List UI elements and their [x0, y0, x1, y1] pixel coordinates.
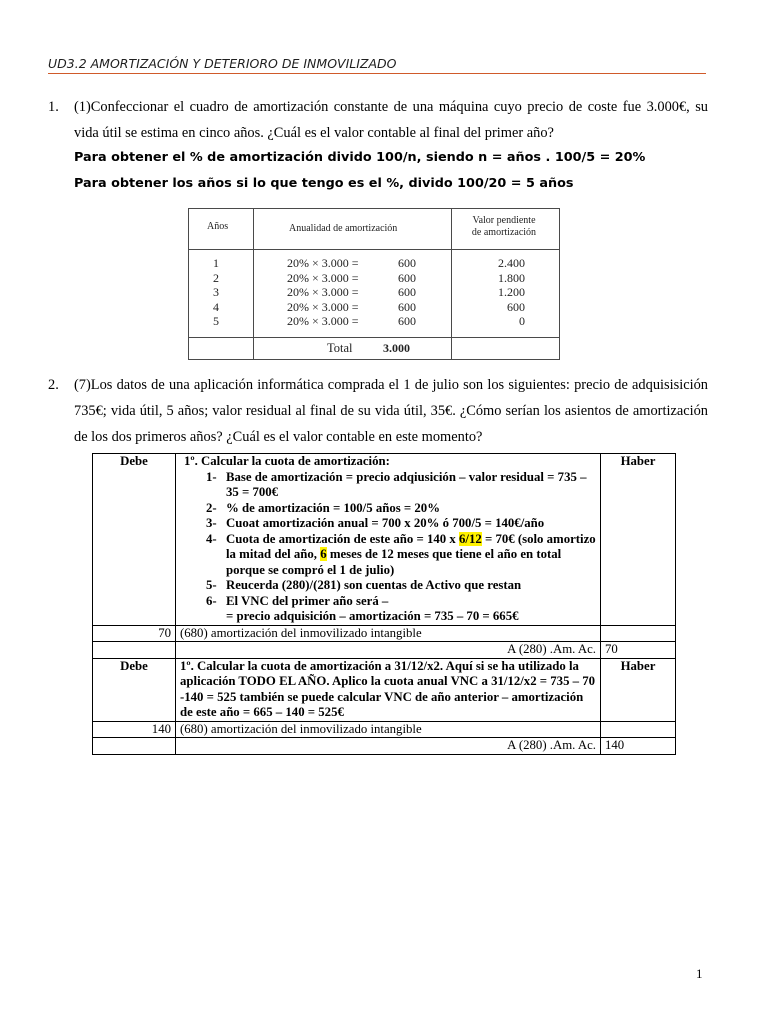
- empty-cell: [601, 625, 676, 642]
- schedule-row: [189, 300, 559, 315]
- schedule-header-pending: [459, 215, 549, 239]
- schedule-year: 2: [213, 270, 219, 285]
- debe-header: Debe: [93, 658, 176, 721]
- journal-entries-table: [92, 453, 676, 755]
- step-number: 5-: [206, 578, 217, 592]
- credit-account: A (280) .Am. Ac.: [176, 642, 601, 659]
- schedule-value: 600: [398, 285, 416, 299]
- question-2-text: (7)Los datos de una aplicación informática comprada el 1 de julio son los siguientes: precio de adquisisición 735€; vida útil, 5 años; valor residual al final de su vida útil, 35€. ¿Cómo serían los asientos de amortización de los dos primeros años? ¿Cuál es el valor contable en este momento?: [74, 377, 708, 445]
- journal-row: [93, 454, 676, 626]
- journal-row: [93, 738, 676, 755]
- page-number: 1: [696, 966, 703, 981]
- journal-row: [93, 642, 676, 659]
- step-text: % de amortización = 100/5 años = 20%: [226, 500, 440, 515]
- step-text: El VNC del primer año será –: [226, 593, 389, 608]
- block1-result: = precio adquisición – amortización = 735 – 70 = 665€: [226, 609, 519, 623]
- schedule-total-divider: [189, 337, 559, 338]
- schedule-year: 4: [213, 299, 219, 314]
- schedule-pending: 0: [519, 314, 525, 328]
- step-text: Cuoat amortización anual = 700 x 20% ó 700/5 = 140€/año: [226, 516, 545, 530]
- step-item: [180, 532, 596, 579]
- schedule-row: [189, 271, 559, 286]
- q1-years-rule: Para obtener los años si lo que tengo es el %, divido 100/20 = 5 años: [74, 176, 574, 191]
- step-number: 4-: [206, 531, 217, 546]
- debit-amount: 140: [93, 721, 176, 738]
- schedule-formula: 20% × 3.000 =: [287, 285, 359, 299]
- journal-row: [93, 625, 676, 642]
- q1-percentage-rule: Para obtener el % de amortización divido 100/n, siendo n = años . 100/5 = 20%: [74, 150, 646, 165]
- step-item: [180, 516, 596, 532]
- schedule-pending: 1.200: [498, 285, 525, 299]
- empty-cell: [601, 721, 676, 738]
- schedule-header-annuity: Anualidad de amortización: [289, 223, 398, 234]
- question-2-number: 2.: [48, 377, 59, 393]
- step-number: 3-: [206, 516, 217, 530]
- schedule-row: [189, 285, 559, 300]
- question-1-number: 1.: [48, 99, 59, 115]
- question-2: [48, 372, 708, 450]
- step-item: [180, 501, 596, 517]
- credit-amount: 70: [601, 642, 676, 659]
- debit-account: (680) amortización del inmovilizado intangible: [176, 721, 601, 738]
- step-text: Cuota de amortización de este año = 140 x: [226, 531, 459, 546]
- step-text: meses de 12 meses que tiene el año en total porque se compró el 1 de julio): [226, 547, 562, 577]
- step-item: [180, 594, 596, 610]
- credit-account: A (280) .Am. Ac.: [176, 738, 601, 755]
- schedule-formula: 20% × 3.000 =: [287, 270, 359, 285]
- block1-steps: [180, 470, 596, 610]
- empty-cell: [93, 738, 176, 755]
- schedule-formula: 20% × 3.000 =: [287, 314, 359, 328]
- haber-header: Haber: [601, 454, 676, 626]
- schedule-pending: 600: [507, 299, 525, 314]
- schedule-total-value: 3.000: [383, 341, 410, 355]
- schedule-value: 600: [398, 256, 416, 270]
- page-header: UD3.2 AMORTIZACIÓN Y DETERIORO DE INMOVILIZADO: [48, 56, 706, 74]
- highlighted-months: 6: [320, 547, 327, 561]
- schedule-pending: 2.400: [498, 256, 525, 270]
- step-number: 1-: [206, 469, 217, 484]
- highlighted-fraction: 6/12: [459, 531, 482, 546]
- schedule-year: 5: [213, 314, 219, 328]
- question-1-text: (1)Confeccionar el cuadro de amortización constante de una máquina cuyo precio de coste fue 3.000€, su vida útil se estima en cinco años. ¿Cuál es el valor contable al final del primer año?: [74, 99, 708, 141]
- schedule-row: [189, 314, 559, 329]
- debit-amount: 70: [93, 625, 176, 642]
- step-text: = 70€ (solo amortizo la mitad del año,: [226, 531, 596, 561]
- step-number: 6-: [206, 593, 217, 608]
- haber-header: Haber: [601, 658, 676, 721]
- empty-cell: [93, 642, 176, 659]
- block1-title: 1º. Calcular la cuota de amortización:: [184, 454, 390, 468]
- schedule-year: 1: [213, 256, 219, 270]
- depreciation-schedule: [188, 208, 560, 360]
- block1-explanation: [176, 454, 601, 626]
- schedule-formula: 20% × 3.000 =: [287, 256, 359, 270]
- block2-explanation: 1º. Calcular la cuota de amortización a 31/12/x2. Aquí si se ha utilizado la aplicación TODO EL AÑO. Aplico la cuota anual VNC a 31/12/x2 = 735 – 70 -140 = 525 también se puede calcular VNC de año anterior – amortización de este año = 665 – 140 = 525€: [176, 658, 601, 721]
- schedule-rows: [189, 256, 559, 329]
- schedule-header-pending-line2: de amortización: [471, 227, 537, 238]
- step-text: Reucerda (280)/(281) son cuentas de Activo que restan: [226, 578, 522, 592]
- debe-header: Debe: [93, 454, 176, 626]
- schedule-value: 600: [398, 314, 416, 328]
- schedule-value: 600: [398, 270, 416, 285]
- step-text: Base de amortización = precio adqiusición – valor residual = 735 – 35 = 700€: [226, 469, 587, 499]
- journal-row: [93, 658, 676, 721]
- question-1: [48, 94, 708, 146]
- step-item: [180, 470, 596, 501]
- schedule-formula: 20% × 3.000 =: [287, 299, 359, 314]
- step-number: 2-: [206, 500, 217, 515]
- debit-account: (680) amortización del inmovilizado intangible: [176, 625, 601, 642]
- schedule-header-pending-line1: Valor pendiente: [472, 215, 536, 226]
- journal-row: [93, 721, 676, 738]
- schedule-year: 3: [213, 285, 219, 299]
- schedule-header-years: Años: [207, 221, 229, 232]
- schedule-row: [189, 256, 559, 271]
- step-item: [180, 578, 596, 594]
- credit-amount: 140: [601, 738, 676, 755]
- schedule-pending: 1.800: [498, 270, 525, 285]
- schedule-total-label: Total: [327, 341, 353, 355]
- schedule-value: 600: [398, 299, 416, 314]
